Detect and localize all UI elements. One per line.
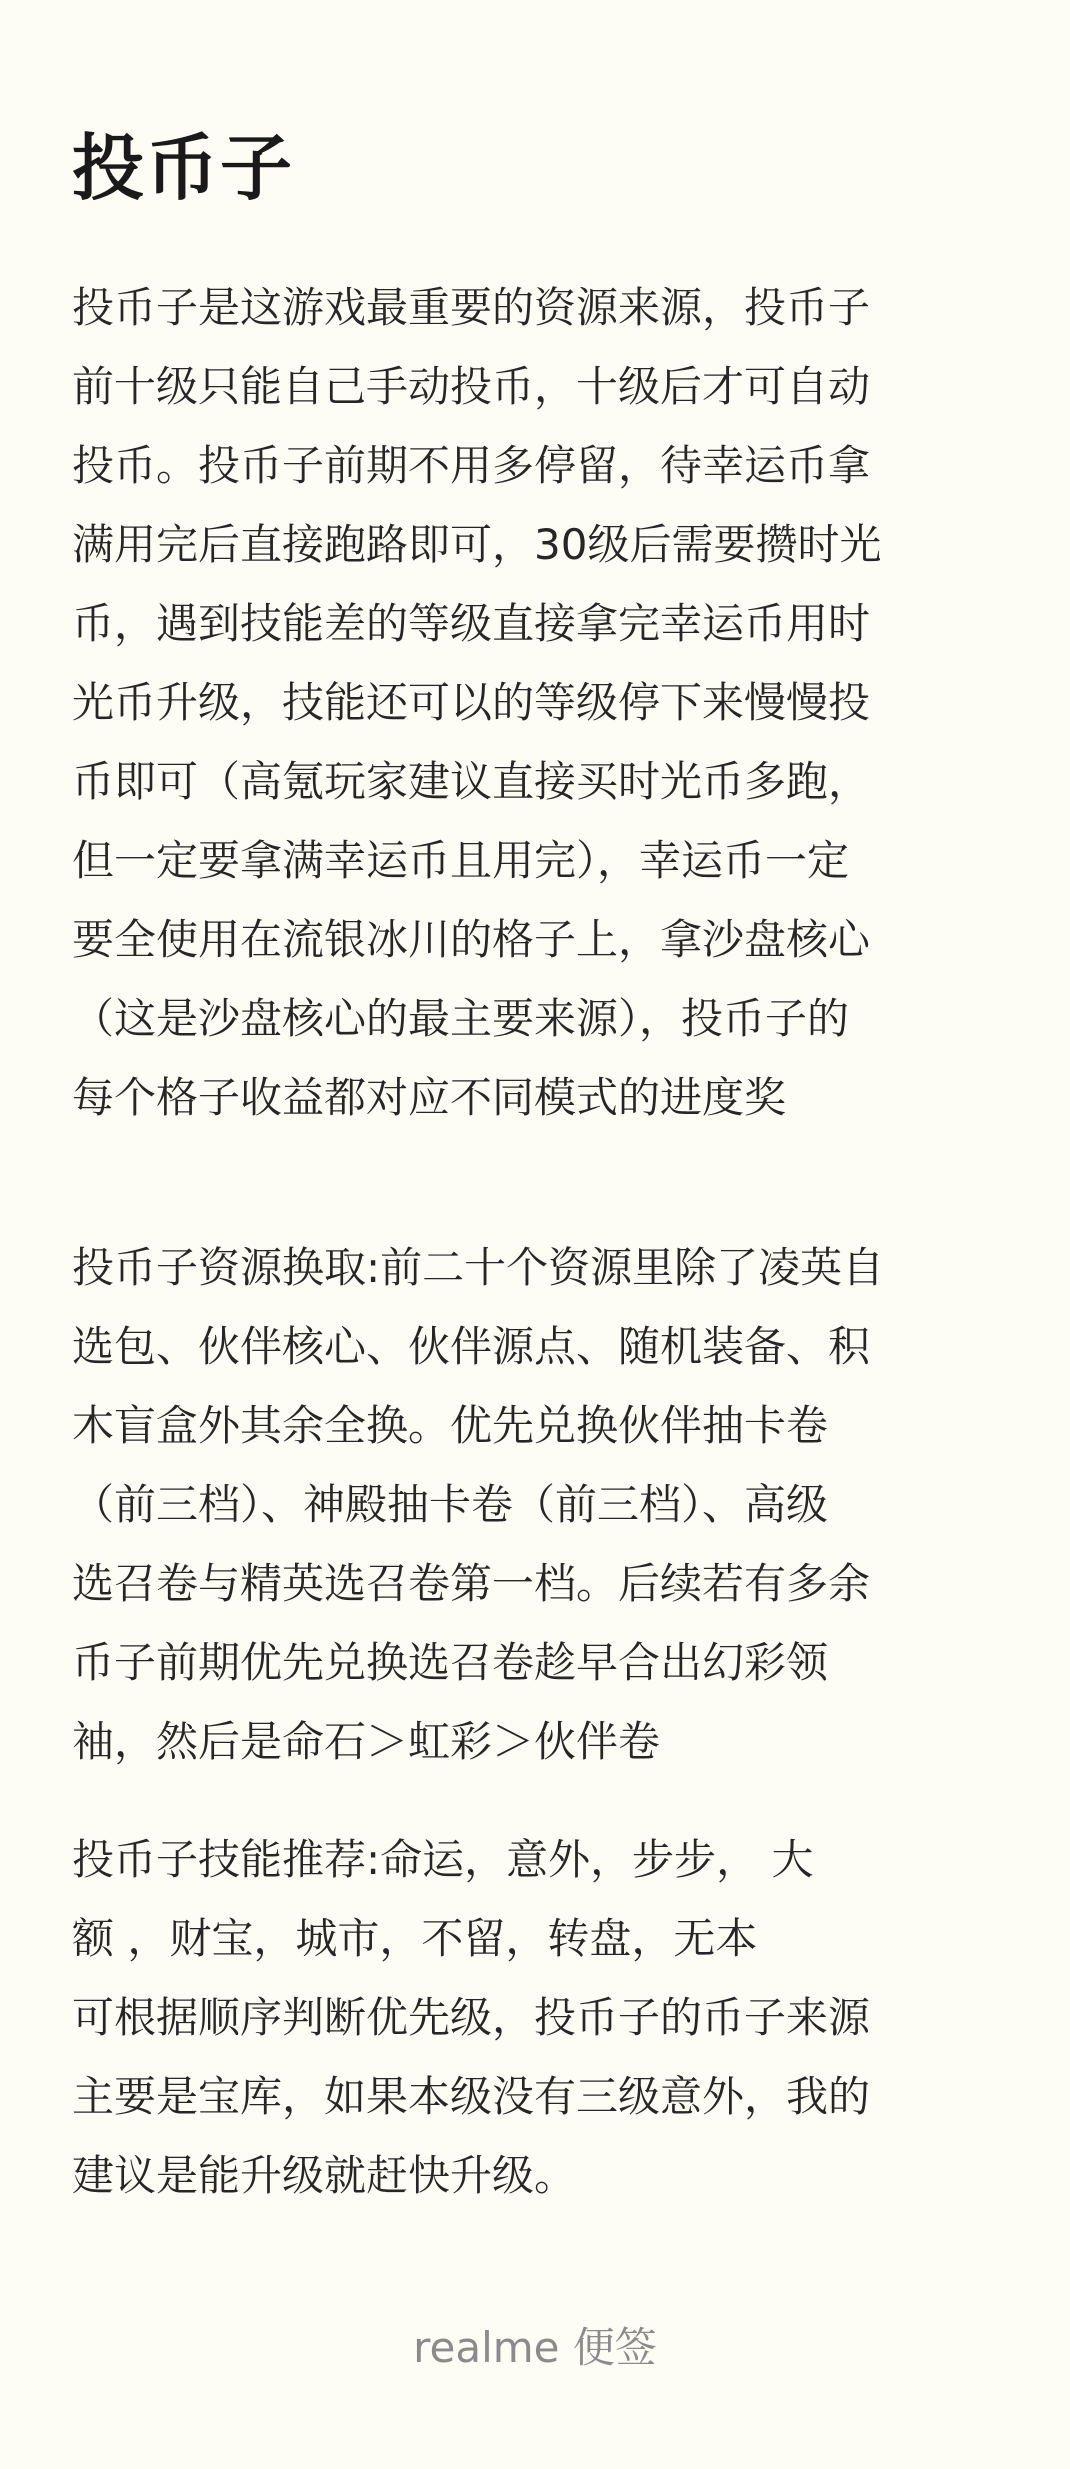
footer-brand: realme 便签 — [413, 2323, 657, 2372]
note-title: 投币子 — [72, 126, 295, 210]
note-paragraph-skills: 投币子技能推荐:命运，意外，步步， 大 额 ，财宝，城市，不留，转盘，无本 可根据顺序判断优先级，投币子的币子来源 主要是宝库，如果本级没有三级意外，我的 建议是能升级就赶快升级。 — [72, 1835, 871, 2200]
note-paragraph-overview: 投币子是这游戏最重要的资源来源，投币子 前十级只能自己手动投币，十级后才可自动 投币。投币子前期不用多停留，待幸运币拿 满用完后直接跑路即可，30级后需要攒时光 币，遇到技能差的等级直接拿完幸运币用时 光币升级，技能还可以的等级停下来慢慢投 币即可（高氪玩家建议直接买时光币多跑， 但一定要拿满幸运币且用完），幸运币一定 要全使用在流银冰川的格子上，拿沙盘核心 （这是沙盘核心的最主要来源），投币子的 每个格子收益都对应不同模式的进度奖 — [72, 283, 882, 1122]
note-paragraph-exchange: 投币子资源换取:前二十个资源里除了凌英自 选包、伙伴核心、伙伴源点、随机装备、积 木盲盒外其余全换。优先兑换伙伴抽卡卷 （前三档）、神殿抽卡卷（前三档）、高级 选召卷与精英选召卷第一档。后续若有多余 币子前期优先兑换选召卷趁早合出幻彩领 袖，然后是命石＞虹彩＞伙伴卷 — [72, 1243, 885, 1766]
